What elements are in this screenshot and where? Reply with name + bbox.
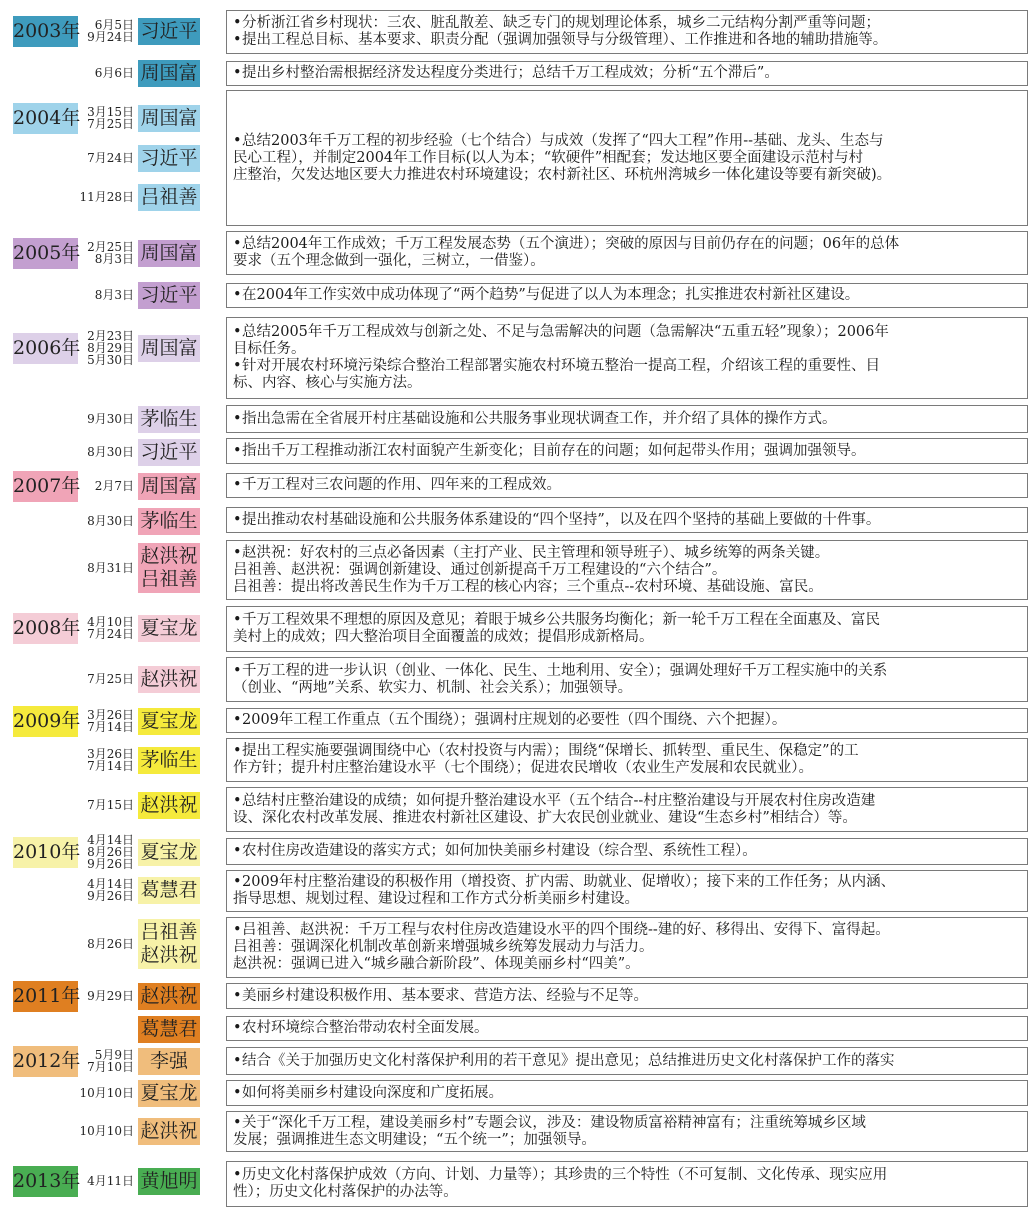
content-line: • 提出工程实施要强调围绕中心（农村投资与内需）；围绕“保增长、抓转型、重民生、保稳定”的工 — [233, 743, 1021, 760]
content-line: 赵洪祝：强调已进入“城乡融合新阶段”、体现美丽乡村“四美”。 — [233, 956, 640, 972]
content-line: 美村上的成效；四大整治项目全面覆盖的成效；提倡形成新格局。 — [233, 629, 654, 645]
content-box — [226, 507, 1028, 533]
person-name-line: 李强 — [149, 1049, 188, 1072]
content-line: • 农村住房改造建设的落实方式；如何加快美丽乡村建设（综合型、系统性工程）。 — [233, 843, 1021, 860]
date-line: 6月5日 — [94, 18, 134, 32]
content-line: • 历史文化村落保护成效（方向、计划、力量等）；其珍贵的三个特性（不可复制、文化传承、现实应用 — [233, 1167, 1021, 1184]
content-box — [226, 838, 1028, 865]
date-label — [79, 241, 134, 265]
date-line: 5月9日 — [94, 1048, 134, 1062]
content-line: • 提出乡村整治需根据经济发达程度分类进行；总结千万工程成效；分析“五个滞后”。 — [233, 65, 1021, 82]
person-name — [138, 184, 200, 211]
content-line: • 赵洪祝：好农村的三点必备因素（主打产业、民主管理和领导班子）、城乡统筹的两条关键。 — [233, 545, 1021, 562]
content-box — [226, 1111, 1028, 1152]
person-name — [138, 877, 200, 904]
date-line: 4月14日 — [87, 833, 134, 847]
content-line: • 千万工程的进一步认识（创业、一体化、民生、土地利用、安全）；强调处理好千万工程实施中的关系 — [233, 663, 1021, 680]
content-box — [226, 317, 1028, 399]
content-line: • 美丽乡村建设积极作用、基本要求、营造方法、经验与不足等。 — [233, 988, 1021, 1005]
person-name — [138, 1168, 200, 1195]
person-name-line: 赵洪祝 — [140, 984, 198, 1007]
content-box — [226, 1016, 1028, 1041]
date-line: 9月29日 — [87, 989, 134, 1003]
content-line: • 总结2004年工作成效；千万工程发展态势（五个演进）；突破的原因与目前仍存在的问题；06年的总体 — [233, 236, 1021, 253]
date-line: 8月26日 — [87, 845, 134, 859]
person-name — [138, 105, 200, 132]
person-name — [138, 1048, 200, 1075]
person-name-line: 吕祖善 — [140, 185, 198, 208]
person-name — [138, 708, 200, 735]
person-name-line: 夏宝龙 — [140, 840, 198, 863]
date-line: 11月28日 — [79, 190, 134, 204]
content-box — [226, 438, 1028, 464]
date-line: 2月7日 — [94, 479, 134, 493]
person-name — [138, 406, 200, 433]
date-line: 8月31日 — [87, 561, 134, 575]
date-label — [79, 446, 134, 458]
content-box — [226, 1047, 1028, 1075]
person-name — [138, 1118, 200, 1145]
person-name-line: 赵洪祝 — [140, 793, 198, 816]
person-name — [138, 543, 200, 593]
person-name — [138, 1016, 200, 1043]
year-label: 2006年 — [13, 333, 78, 364]
date-label — [79, 480, 134, 492]
date-label — [79, 673, 134, 685]
person-name-line: 赵洪祝 — [140, 1119, 198, 1142]
content-line: • 提出推动农村基础设施和公共服务体系建设的“四个坚持”，以及在四个坚持的基础上要做的十件事。 — [233, 512, 1021, 529]
date-line: 3月26日 — [87, 708, 134, 722]
person-name — [138, 60, 200, 87]
content-box — [226, 473, 1028, 498]
content-line: 目标任务。 — [233, 341, 306, 357]
date-line: 8月26日 — [87, 937, 134, 951]
person-name — [138, 145, 200, 172]
date-line: 3月15日 — [87, 105, 134, 119]
person-name — [138, 439, 200, 466]
date-label — [79, 878, 134, 902]
person-name — [138, 747, 200, 774]
person-name — [138, 282, 200, 309]
date-label — [79, 1125, 134, 1137]
person-name-line: 夏宝龙 — [140, 616, 198, 639]
year-label: 2011年 — [13, 981, 78, 1012]
date-label — [79, 748, 134, 772]
person-name — [138, 615, 200, 642]
date-line: 8月30日 — [87, 445, 134, 459]
person-name-line: 茅临生 — [140, 509, 198, 532]
person-name-line: 茅临生 — [140, 748, 198, 771]
person-name-line: 夏宝龙 — [140, 1081, 198, 1104]
date-label — [79, 1087, 134, 1099]
date-line: 10月10日 — [79, 1086, 134, 1100]
content-box — [226, 231, 1028, 275]
date-line: 7月14日 — [87, 720, 134, 734]
content-line: • 2009年工程工作重点（五个围绕）；强调村庄规划的必要性（四个围绕、六个把握）。 — [233, 712, 1021, 729]
date-line: 8月30日 — [87, 514, 134, 528]
content-line: 民心工程），并制定2004年工作目标(以人为本；“软硬件”相配套；发达地区要全面建设示范村与村 — [233, 149, 864, 166]
person-name-line: 习近平 — [140, 146, 198, 169]
person-name-line: 习近平 — [140, 440, 198, 463]
content-box — [226, 283, 1028, 308]
content-box — [226, 738, 1028, 782]
content-line: • 农村环境综合整治带动农村全面发展。 — [233, 1020, 1021, 1037]
date-line: 7月14日 — [87, 759, 134, 773]
date-line: 9月26日 — [87, 857, 134, 871]
date-label — [79, 990, 134, 1002]
content-line: 标、内容、核心与实施方法。 — [233, 375, 422, 391]
date-label — [79, 709, 134, 733]
person-name-line: 赵洪祝 — [140, 667, 198, 690]
person-name-line: 周国富 — [140, 474, 198, 497]
year-label: 2007年 — [13, 471, 78, 502]
date-line: 10月10日 — [79, 1124, 134, 1138]
content-line: • 吕祖善、赵洪祝：千万工程与农村住房改造建设水平的四个围绕--建的好、移得出、安得下、富得起。 — [233, 922, 1021, 939]
date-label — [79, 1049, 134, 1073]
content-line: 指导思想、规划过程、建设过程和工作方式分析美丽乡村建设。 — [233, 891, 639, 907]
person-name — [138, 1080, 200, 1107]
year-label: 2008年 — [13, 613, 78, 644]
date-line: 7月25日 — [87, 117, 134, 131]
year-label: 2005年 — [13, 238, 78, 269]
content-line: • 分析浙江省乡村现状：三农、脏乱散差、缺乏专门的规划理论体系，城乡二元结构分割严重等问题； — [233, 15, 1021, 32]
content-line: • 结合《关于加强历史文化村落保护利用的若干意见》提出意见；总结推进历史文化村落保护工作的落实 — [233, 1053, 1021, 1070]
person-name-line: 吕祖善 — [140, 921, 198, 943]
date-line: 8月3日 — [94, 252, 134, 266]
content-line: 吕祖善：强调深化机制改革创新来增强城乡统筹发展动力与活力。 — [233, 939, 654, 955]
date-line: 2月23日 — [87, 329, 134, 343]
content-box-2004 — [226, 90, 1028, 226]
content-box — [226, 540, 1028, 600]
content-line: （创业、“两地”关系、软实力、机制、社会关系）；加强领导。 — [233, 679, 633, 696]
date-label — [79, 515, 134, 527]
date-label — [79, 330, 134, 366]
date-line: 9月30日 — [87, 412, 134, 426]
content-line: 作方针；提升村庄整治建设水平（七个围绕）；促进农民增收（农业生产发展和农民就业）。 — [233, 760, 813, 776]
date-label — [79, 799, 134, 811]
date-line: 7月24日 — [87, 627, 134, 641]
date-line: 8月29日 — [87, 341, 134, 355]
date-line: 7月25日 — [87, 672, 134, 686]
date-line: 4月10日 — [87, 615, 134, 629]
date-line: 7月15日 — [87, 798, 134, 812]
content-line: • 指出千万工程推动浙江农村面貌产生新变化；目前存在的问题；如何起带头作用；强调加强领导。 — [233, 443, 1021, 460]
content-line: • 2009年村庄整治建设的积极作用（增投资、扩内需、助就业、促增收）；接下来的工作任务；从内涵、 — [233, 874, 1021, 891]
content-line: • 提出工程总目标、基本要求、职责分配（强调加强领导与分级管理）、工作推进和各地的辅助措施等。 — [233, 32, 1021, 49]
person-name-line: 夏宝龙 — [140, 709, 198, 732]
content-line: • 关于“深化千万工程，建设美丽乡村”专题会议，涉及：建设物质富裕精神富有；注重统筹城乡区域 — [233, 1115, 1021, 1132]
date-line: 2月25日 — [87, 240, 134, 254]
content-line: • 总结村庄整治建设的成绩；如何提升整治建设水平（五个结合--村庄整治建设与开展农村住房改造建 — [233, 793, 1021, 810]
content-box — [226, 606, 1028, 652]
date-label — [79, 67, 134, 79]
date-label — [79, 616, 134, 640]
date-line: 9月26日 — [87, 889, 134, 903]
content-line: 设、深化农村改革发展、推进农村新社区建设、扩大农民创业就业、建设“生态乡村”相结合）等。 — [233, 809, 857, 826]
person-name — [138, 919, 200, 969]
date-line: 4月14日 — [87, 877, 134, 891]
date-line: 5月30日 — [87, 353, 134, 367]
person-name — [138, 666, 200, 693]
person-name — [138, 508, 200, 535]
person-name-line: 吕祖善 — [140, 568, 198, 590]
content-line: • 总结2005年千万工程成效与创新之处、不足与急需解决的问题（急需解决“五重五轻”现象）；2006年 — [233, 324, 1021, 341]
person-name — [138, 240, 200, 267]
person-name-line: 葛慧君 — [140, 1017, 198, 1040]
person-name-line: 赵洪祝 — [140, 944, 198, 966]
person-name-line: 周国富 — [140, 61, 198, 84]
date-label — [79, 289, 134, 301]
content-line: • 千万工程对三农问题的作用、四年来的工程成效。 — [233, 477, 1021, 494]
content-line: • 总结2003年千万工程的初步经验（七个结合）与成效（发挥了“四大工程”作用--基础、龙头、生态与 — [233, 133, 1021, 150]
date-label — [79, 834, 134, 870]
date-line: 9月24日 — [87, 30, 134, 44]
content-line: • 在2004年工作实效中成功体现了“两个趋势”与促进了以人为本理念；扎实推进农村新社区建设。 — [233, 287, 1021, 304]
year-label: 2012年 — [13, 1046, 78, 1077]
content-line: 要求（五个理念做到一强化，三树立，一借鉴）。 — [233, 253, 545, 269]
content-line: • 如何将美丽乡村建设向深度和广度拓展。 — [233, 1085, 1021, 1102]
year-label: 2013年 — [13, 1166, 78, 1197]
year-label: 2003年 — [13, 16, 78, 47]
content-line: 吕祖善：提出将改善民生作为千万工程的核心内容；三个重点--农村环境、基础设施、富民。 — [233, 578, 823, 595]
date-line: 6月6日 — [94, 66, 134, 80]
date-line: 4月11日 — [87, 1174, 134, 1188]
person-name-line: 习近平 — [140, 19, 198, 42]
date-label — [79, 938, 134, 950]
date-label — [79, 413, 134, 425]
date-line: 7月10日 — [87, 1060, 134, 1074]
content-box — [226, 870, 1028, 912]
year-label: 2004年 — [13, 103, 78, 134]
year-label: 2010年 — [13, 837, 78, 868]
content-line: • 千万工程效果不理想的原因及意见；着眼于城乡公共服务均衡化；新一轮千万工程在全面惠及、富民 — [233, 612, 1021, 629]
date-label — [79, 19, 134, 43]
person-name-line: 周国富 — [140, 241, 198, 264]
person-name — [138, 983, 200, 1010]
date-label — [79, 106, 134, 130]
content-box — [226, 787, 1028, 832]
person-name-line: 周国富 — [140, 336, 198, 359]
content-line: 庄整治，欠发达地区要大力推进农村环境建设；农村新社区、环杭州湾城乡一体化建设等要有新突破)。 — [233, 166, 892, 183]
content-box — [226, 1080, 1028, 1106]
year-label: 2009年 — [13, 706, 78, 737]
content-box — [226, 983, 1028, 1009]
person-name-line: 黄旭明 — [140, 1169, 198, 1192]
date-label — [79, 191, 134, 203]
date-line: 7月24日 — [87, 151, 134, 165]
content-line: • 针对开展农村环境污染综合整治工程部署实施农村环境五整治一提高工程，介绍该工程的重要性、目 — [233, 358, 1021, 375]
person-name — [138, 839, 200, 866]
date-label — [79, 562, 134, 574]
content-box — [226, 1161, 1028, 1207]
content-box — [226, 10, 1028, 54]
person-name-line: 周国富 — [140, 106, 198, 129]
content-line: • 指出急需在全省展开村庄基础设施和公共服务事业现状调查工作，并介绍了具体的操作方式。 — [233, 411, 1021, 428]
content-box — [226, 708, 1028, 733]
person-name-line: 葛慧君 — [140, 878, 198, 901]
content-box — [226, 405, 1028, 433]
date-label — [79, 1175, 134, 1187]
person-name — [138, 335, 200, 362]
person-name — [138, 473, 200, 500]
content-line: 发展；强调推进生态文明建设；“五个统一”；加强领导。 — [233, 1131, 596, 1148]
content-line: 吕祖善、赵洪祝：强调创新建设、通过创新提高千万工程建设的“六个结合”。 — [233, 561, 727, 578]
date-label — [79, 152, 134, 164]
date-line: 3月26日 — [87, 747, 134, 761]
content-box — [226, 917, 1028, 978]
content-box — [226, 657, 1028, 702]
person-name-line: 赵洪祝 — [140, 545, 198, 567]
person-name-line: 习近平 — [140, 283, 198, 306]
content-box — [226, 61, 1028, 86]
person-name — [138, 18, 200, 45]
content-line: 性）；历史文化村落保护的办法等。 — [233, 1184, 458, 1200]
date-line: 8月3日 — [94, 288, 134, 302]
person-name-line: 茅临生 — [140, 407, 198, 430]
person-name — [138, 792, 200, 819]
